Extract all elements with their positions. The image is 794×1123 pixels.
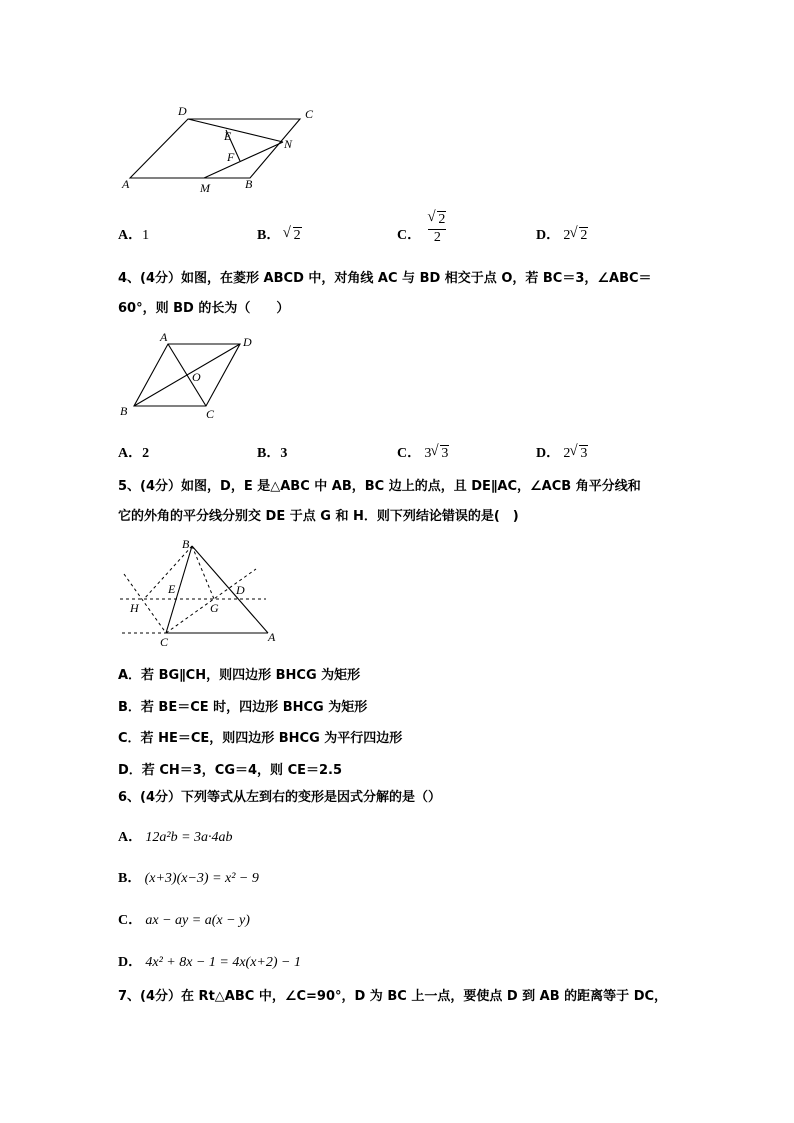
label-B: B [245, 177, 253, 191]
q4-option-c[interactable] [397, 442, 449, 462]
label-E: E [224, 129, 232, 143]
q3-option-d-coef: 2 [563, 228, 571, 243]
q5-option-a[interactable]: A．若 BG∥CH，则四边形 BHCG 为矩形 [118, 668, 361, 683]
q6-option-d[interactable] [118, 951, 301, 971]
q4-option-c-label: C． [397, 446, 422, 461]
q5-line2: 它的外角的平分线分别交 DE 于点 G 和 H．则下列结论错误的是( ) [118, 509, 519, 524]
figure-q5-triangle [118, 536, 288, 648]
label-F: F [227, 150, 235, 164]
q6-option-c-label: C． [118, 913, 143, 928]
figure-q4-rhombus [118, 330, 268, 422]
q7-line1: 7、(4分）在 Rt△ABC 中，∠C=90°，D 为 BC 上一点，要使点 D 到 AB 的距离等于 DC， [118, 989, 668, 1004]
sqrt-icon [284, 228, 302, 244]
q6-option-b[interactable] [118, 867, 259, 887]
sqrt-icon [428, 212, 446, 228]
q4-option-d[interactable] [536, 442, 588, 462]
q4-option-c-coef: 3 [424, 446, 432, 461]
q4-option-d-label: D． [536, 446, 561, 461]
q4-option-b-label: B． [257, 446, 281, 461]
q5-line1: 5、(4分）如图，D，E 是△ABC 中 AB，BC 边上的点，且 DE∥AC，∠ACB 角平分线和 [118, 479, 641, 494]
q5-option-c[interactable]: C．若 HE＝CE，则四边形 BHCG 为平行四边形 [118, 731, 403, 746]
q3-option-b[interactable] [257, 224, 302, 244]
q4-option-b[interactable] [257, 442, 287, 462]
label-D: D [243, 335, 252, 349]
label-C: C [305, 107, 314, 121]
label-G: G [210, 601, 219, 615]
q6-option-b-label: B． [118, 871, 142, 886]
label-E: E [168, 582, 176, 596]
q3-option-b-label: B． [257, 228, 281, 243]
q4-option-d-coef: 2 [563, 446, 571, 461]
q4-line1: 4、(4分）如图，在菱形 ABCD 中，对角线 AC 与 BD 相交于点 O，若 BC＝3，∠ABC＝ [118, 271, 652, 286]
label-A: A [122, 177, 130, 191]
q3-option-c[interactable] [397, 212, 446, 246]
label-D: D [236, 583, 245, 597]
label-H: H [130, 601, 139, 615]
q6-option-a-expr: 12a²b = 3a·4ab [145, 830, 233, 845]
q4-option-a-value: 2 [142, 446, 150, 461]
q6-option-c[interactable] [118, 909, 250, 929]
figure-q3-parallelogram [118, 100, 328, 200]
label-A: A [160, 330, 168, 344]
q6-line1: 6、(4分）下列等式从左到右的变形是因式分解的是（） [118, 790, 442, 805]
label-B: B [120, 404, 128, 418]
q3-option-d-radicand: 2 [580, 228, 588, 243]
q6-option-c-expr: ax − ay = a(x − y) [145, 913, 250, 928]
q3-option-b-radicand: 2 [293, 228, 301, 243]
q4-line2: 60°，则 BD 的长为（ ） [118, 301, 290, 316]
label-C: C [206, 407, 215, 421]
label-M: M [200, 181, 210, 195]
q4-option-a-label: A． [118, 446, 143, 461]
q6-option-a-label: A． [118, 830, 143, 845]
label-D: D [178, 104, 187, 118]
q3-option-c-numerator: 2 [438, 212, 446, 227]
q3-option-d[interactable] [536, 224, 588, 244]
label-B: B [182, 537, 190, 551]
q6-option-d-label: D． [118, 955, 143, 970]
q6-option-d-expr: 4x² + 8x − 1 = 4x(x+2) − 1 [145, 955, 301, 970]
q6-option-b-expr: (x+3)(x−3) = x² − 9 [144, 871, 259, 886]
q4-option-b-value: 3 [280, 446, 288, 461]
q3-option-d-label: D． [536, 228, 561, 243]
label-C: C [160, 635, 169, 649]
label-N: N [284, 137, 293, 151]
label-A: A [268, 630, 276, 644]
sqrt-icon [570, 446, 588, 462]
q3-option-a-label: A． [118, 228, 143, 243]
sqrt-icon [570, 228, 588, 244]
q6-option-a[interactable] [118, 826, 233, 846]
sqrt-icon [431, 446, 449, 462]
q4-option-d-radicand: 3 [580, 446, 588, 461]
q5-option-b[interactable]: B．若 BE＝CE 时，四边形 BHCG 为矩形 [118, 700, 368, 715]
q4-option-c-radicand: 3 [441, 446, 449, 461]
q3-option-a-value: 1 [142, 228, 150, 243]
label-O: O [192, 370, 201, 384]
q3-option-a[interactable] [118, 224, 149, 244]
q4-option-a[interactable] [118, 442, 149, 462]
q5-option-d[interactable]: D．若 CH＝3，CG＝4，则 CE＝2.5 [118, 763, 343, 778]
q3-option-c-label: C． [397, 228, 422, 243]
q3-option-c-denominator: 2 [433, 230, 441, 245]
